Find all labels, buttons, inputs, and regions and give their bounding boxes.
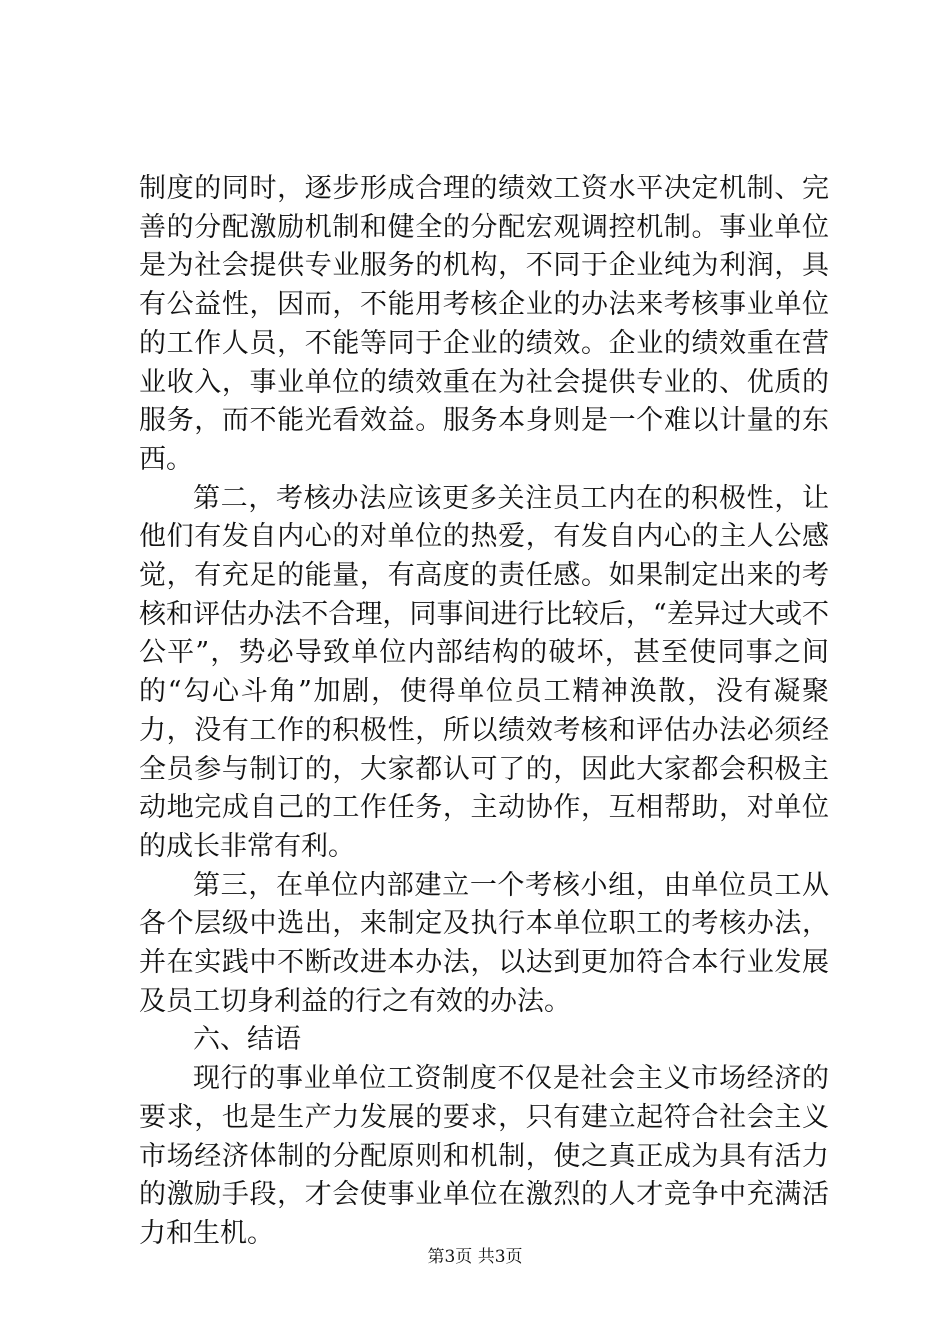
paragraph-conclusion: 现行的事业单位工资制度不仅是社会主义市场经济的要求，也是生产力发展的要求，只有建立起符合社会主义市场经济体制的分配原则和机制，使之真正成为具有活力的激励手段，才会使事业单位在激烈的人才竞争中充满活力和生机。 bbox=[139, 1063, 829, 1249]
paragraph-point-two: 第二，考核办法应该更多关注员工内在的积极性，让他们有发自内心的对单位的热爱，有发自内心的主人公感觉，有充足的能量，有高度的责任感。如果制定出来的考核和评估办法不合理，同事间进行比较后，“差异过大或不公平”，势必导致单位内部结构的破坏，甚至使同事之间的“勾心斗角”加剧，使得单位员工精神涣散，没有凝聚力，没有工作的积极性，所以绩效考核和评估办法必须经全员参与制订的，大家都认可了的，因此大家都会积极主动地完成自己的工作任务，主动协作，互相帮助，对单位的成长非常有利。 bbox=[139, 482, 829, 862]
section-heading-conclusion: 六、结语 bbox=[193, 1024, 301, 1056]
paragraph-continuation: 制度的同时，逐步形成合理的绩效工资水平决定机制、完善的分配激励机制和健全的分配宏观调控机制。事业单位是为社会提供专业服务的机构，不同于企业纯为利润，具有公益性，因而，不能用考核企业的办法来考核事业单位的工作人员，不能等同于企业的绩效。企业的绩效重在营业收入，事业单位的绩效重在为社会提供专业的、优质的服务，而不能光看效益。服务本身则是一个难以计量的东西。 bbox=[139, 173, 829, 475]
page-footer: 第3页 共3页 bbox=[427, 1247, 523, 1267]
paragraph-point-three: 第三，在单位内部建立一个考核小组，由单位员工从各个层级中选出，来制定及执行本单位职工的考核办法，并在实践中不断改进本办法，以达到更加符合本行业发展及员工切身利益的行之有效的办法。 bbox=[139, 869, 829, 1017]
document-body bbox=[139, 170, 829, 1254]
